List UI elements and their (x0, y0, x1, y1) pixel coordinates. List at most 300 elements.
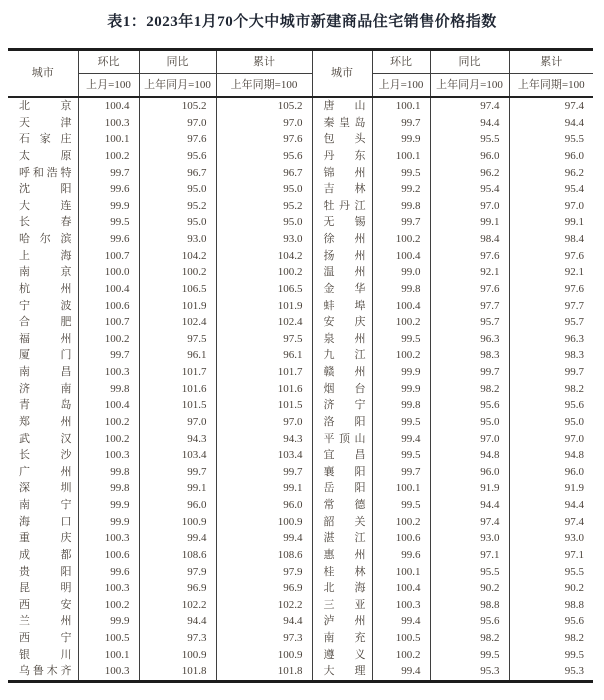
mom-cell-left: 100.0 (78, 264, 139, 281)
header-cum-base-right: 上年同期=100 (517, 79, 585, 91)
yoy-cell-left: 97.6 (139, 131, 216, 148)
city-name: 重庆 (19, 532, 72, 545)
mom-cell-right: 100.6 (372, 530, 430, 547)
table-row (8, 364, 593, 381)
city-cell-right (312, 165, 372, 182)
city-name: 大连 (19, 199, 72, 212)
mom-cell-right: 99.9 (372, 381, 430, 398)
cum-cell-right: 95.7 (564, 316, 584, 329)
city-cell-left (8, 331, 78, 348)
city-name: 沈阳 (19, 183, 72, 196)
header-city-right: 城市 (312, 50, 372, 98)
city-name: 吉林 (323, 183, 366, 196)
mom-cell-left: 99.9 (78, 613, 139, 630)
cum-cell-left: 101.7 (216, 364, 312, 381)
yoy-cell-right: 91.9 (430, 480, 509, 497)
city-cell-left (8, 298, 78, 315)
city-name: 无锡 (323, 216, 366, 229)
table-title: 表1：2023年1月70个大中城市新建商品住宅销售价格指数 (107, 14, 497, 30)
cum-cell-left: 96.7 (216, 165, 312, 182)
city-name: 武汉 (19, 432, 72, 445)
table-row (8, 298, 593, 315)
city-name: 泸州 (323, 615, 366, 628)
header-city-left: 城市 (8, 50, 78, 98)
city-cell-right (312, 97, 372, 115)
city-name: 九江 (323, 349, 366, 362)
yoy-cell-right: 97.4 (430, 514, 509, 531)
header-cum-base-left: 上年同期=100 (216, 74, 312, 98)
mom-cell-right: 99.5 (372, 497, 430, 514)
city-cell-right (312, 530, 372, 547)
mom-cell-left: 99.9 (78, 514, 139, 531)
table-row (8, 97, 593, 115)
mom-cell-left: 100.2 (78, 148, 139, 165)
cum-cell-right: 91.9 (564, 482, 584, 495)
mom-cell-left: 100.7 (78, 314, 139, 331)
city-cell-left (8, 364, 78, 381)
city-cell-left (8, 347, 78, 364)
cum-cell-left: 95.0 (216, 181, 312, 198)
city-cell-left (8, 248, 78, 265)
cum-cell-left: 105.2 (216, 97, 312, 115)
yoy-cell-right: 95.3 (430, 663, 509, 681)
city-name: 兰州 (19, 615, 72, 628)
mom-cell-left: 100.4 (78, 97, 139, 115)
yoy-cell-left: 102.2 (139, 597, 216, 614)
cum-cell-right: 98.4 (564, 233, 584, 245)
cum-cell-left: 95.6 (216, 148, 312, 165)
cum-cell-right: 97.1 (564, 548, 584, 561)
yoy-cell-right: 98.4 (430, 231, 509, 248)
city-name: 岳阳 (323, 482, 366, 495)
yoy-cell-left: 101.6 (139, 381, 216, 398)
mom-cell-left: 100.2 (78, 331, 139, 348)
city-name: 济南 (19, 382, 72, 395)
city-name: 宜昌 (323, 449, 366, 462)
cum-cell-right: 97.4 (564, 515, 584, 528)
city-cell-right (312, 447, 372, 464)
mom-cell-right: 100.1 (372, 97, 430, 115)
city-cell-right (312, 381, 372, 398)
yoy-cell-right: 96.2 (430, 165, 509, 182)
mom-cell-left: 100.2 (78, 431, 139, 448)
city-cell-right (312, 131, 372, 148)
cum-cell-left: 102.4 (216, 314, 312, 331)
yoy-cell-left: 95.0 (139, 214, 216, 231)
yoy-cell-right: 92.1 (430, 264, 509, 281)
cum-cell-right: 98.2 (564, 632, 584, 644)
city-name: 惠州 (323, 548, 366, 561)
cum-cell-right: 96.3 (564, 332, 584, 345)
cum-cell-left: 96.1 (216, 347, 312, 364)
cum-cell-right: 95.6 (564, 399, 584, 412)
city-cell-left (8, 214, 78, 231)
header-yoy-right: 同比 (430, 50, 509, 74)
city-name: 蚌埠 (323, 299, 366, 312)
yoy-cell-left: 101.5 (139, 397, 216, 414)
city-name: 三亚 (323, 598, 366, 611)
cum-cell-right: 94.4 (564, 499, 584, 511)
mom-cell-right: 99.7 (372, 464, 430, 481)
header-mom-right: 环比 (372, 50, 430, 74)
city-cell-right (312, 181, 372, 198)
table-header (8, 50, 593, 98)
yoy-cell-left: 97.5 (139, 331, 216, 348)
cum-cell-right: 99.1 (564, 216, 584, 229)
cum-cell-right: 98.2 (564, 382, 584, 395)
city-name: 泉州 (323, 332, 366, 345)
mom-cell-left: 100.3 (78, 530, 139, 547)
mom-cell-right: 100.2 (372, 514, 430, 531)
city-cell-left (8, 597, 78, 614)
city-name: 包头 (323, 133, 366, 146)
yoy-cell-right: 93.0 (430, 530, 509, 547)
city-cell-right (312, 214, 372, 231)
city-cell-right (312, 497, 372, 514)
table-row (8, 514, 593, 531)
mom-cell-right: 99.5 (372, 331, 430, 348)
mom-cell-right: 100.4 (372, 298, 430, 315)
mom-cell-left: 99.9 (78, 497, 139, 514)
mom-cell-right: 99.9 (372, 364, 430, 381)
mom-cell-left: 99.8 (78, 381, 139, 398)
city-name: 合肥 (19, 316, 72, 329)
city-name: 济宁 (323, 399, 366, 412)
cum-cell-right: 97.6 (564, 282, 584, 295)
city-cell-right (312, 264, 372, 281)
city-name: 南充 (323, 632, 366, 644)
city-name: 烟台 (323, 382, 366, 395)
city-name: 北京 (19, 100, 72, 112)
yoy-cell-right: 97.6 (430, 281, 509, 298)
mom-cell-left: 100.7 (78, 248, 139, 265)
city-cell-right (312, 580, 372, 597)
city-name: 赣州 (323, 366, 366, 378)
mom-cell-right: 99.5 (372, 165, 430, 182)
city-name: 西安 (19, 598, 72, 611)
yoy-cell-left: 104.2 (139, 248, 216, 265)
mom-cell-left: 99.7 (78, 165, 139, 182)
cum-cell-left: 99.1 (216, 480, 312, 497)
mom-cell-right: 99.6 (372, 547, 430, 564)
city-cell-left (8, 165, 78, 182)
cum-cell-left: 108.6 (216, 547, 312, 564)
table-row (8, 431, 593, 448)
mom-cell-right: 99.9 (372, 131, 430, 148)
cum-cell-right: 95.5 (564, 133, 584, 146)
yoy-cell-right: 95.4 (430, 181, 509, 198)
city-cell-left (8, 530, 78, 547)
yoy-cell-left: 106.5 (139, 281, 216, 298)
mom-cell-left: 99.9 (78, 198, 139, 215)
mom-cell-left: 100.1 (78, 647, 139, 664)
city-name: 厦门 (19, 349, 72, 362)
table-row (8, 564, 593, 581)
city-name: 丹东 (323, 149, 366, 162)
city-cell-left (8, 198, 78, 215)
yoy-cell-right: 94.4 (430, 115, 509, 132)
table-row (8, 314, 593, 331)
table-row (8, 115, 593, 132)
city-name: 呼和浩特 (19, 166, 72, 179)
mom-cell-left: 100.6 (78, 547, 139, 564)
table-row (8, 480, 593, 497)
city-name: 秦皇岛 (323, 116, 366, 129)
table-row (8, 165, 593, 182)
city-cell-left (8, 613, 78, 630)
yoy-cell-right: 99.7 (430, 364, 509, 381)
mom-cell-left: 100.4 (78, 397, 139, 414)
table-body (8, 97, 593, 681)
yoy-cell-left: 97.0 (139, 115, 216, 132)
city-name: 郑州 (19, 415, 72, 428)
cum-cell-left: 101.5 (216, 397, 312, 414)
city-name: 湛江 (323, 532, 366, 545)
cum-cell-left: 101.9 (216, 298, 312, 315)
mom-cell-left: 99.6 (78, 564, 139, 581)
mom-cell-left: 100.3 (78, 447, 139, 464)
cum-cell-right: 96.0 (564, 465, 584, 478)
city-cell-right (312, 198, 372, 215)
mom-cell-left: 100.5 (78, 630, 139, 647)
city-name: 天津 (19, 116, 72, 129)
cum-cell-left: 94.4 (216, 613, 312, 630)
mom-cell-right: 100.2 (372, 231, 430, 248)
table-row (8, 597, 593, 614)
yoy-cell-left: 99.7 (139, 464, 216, 481)
yoy-cell-right: 99.5 (430, 647, 509, 664)
city-cell-right (312, 647, 372, 664)
cum-cell-left: 94.3 (216, 431, 312, 448)
table-row (8, 397, 593, 414)
table-row (8, 214, 593, 231)
city-name: 石家庄 (19, 133, 72, 146)
header-yoy-base-left: 上年同月=100 (139, 74, 216, 98)
mom-cell-right: 99.8 (372, 281, 430, 298)
table-row (8, 547, 593, 564)
city-cell-left (8, 480, 78, 497)
city-cell-right (312, 514, 372, 531)
city-cell-left (8, 431, 78, 448)
table-row (8, 131, 593, 148)
city-name: 南昌 (19, 366, 72, 378)
mom-cell-right: 99.0 (372, 264, 430, 281)
city-name: 常德 (323, 499, 366, 511)
mom-cell-left: 100.4 (78, 281, 139, 298)
city-name: 扬州 (323, 249, 366, 262)
header-yoy-left: 同比 (139, 50, 216, 74)
cum-cell-right: 90.2 (564, 582, 584, 595)
city-name: 金华 (323, 282, 366, 295)
yoy-cell-right: 95.5 (430, 131, 509, 148)
city-cell-right (312, 331, 372, 348)
cum-cell-right: 97.0 (564, 432, 584, 445)
mom-cell-right: 100.2 (372, 314, 430, 331)
mom-cell-right: 99.7 (372, 115, 430, 132)
table-row (8, 414, 593, 431)
mom-cell-left: 100.3 (78, 663, 139, 681)
cum-cell-left: 101.6 (216, 381, 312, 398)
city-cell-left (8, 115, 78, 132)
table-row (8, 281, 593, 298)
yoy-cell-right: 95.6 (430, 613, 509, 630)
city-name: 乌鲁木齐 (19, 665, 72, 678)
table-row (8, 331, 593, 348)
cum-cell-right: 97.4 (564, 100, 584, 112)
cum-cell-right: 97.7 (564, 299, 584, 312)
cum-cell-left: 97.9 (216, 564, 312, 581)
yoy-cell-left: 95.0 (139, 181, 216, 198)
mom-cell-left: 100.3 (78, 364, 139, 381)
yoy-cell-left: 100.9 (139, 647, 216, 664)
city-name: 南宁 (19, 499, 72, 511)
city-name: 福州 (19, 332, 72, 345)
mom-cell-right: 99.2 (372, 181, 430, 198)
city-name: 襄阳 (323, 465, 366, 478)
city-cell-right (312, 414, 372, 431)
table-row (8, 181, 593, 198)
yoy-cell-left: 94.3 (139, 431, 216, 448)
table-row (8, 580, 593, 597)
city-name: 韶关 (323, 515, 366, 528)
cum-cell-left: 101.8 (216, 663, 312, 681)
city-cell-left (8, 264, 78, 281)
city-cell-left (8, 514, 78, 531)
header-cum-right: 累计 (509, 50, 593, 74)
table-row (8, 497, 593, 514)
yoy-cell-right: 96.0 (430, 148, 509, 165)
table-row (8, 663, 593, 681)
city-name: 长沙 (19, 449, 72, 462)
mom-cell-left: 100.2 (78, 597, 139, 614)
city-cell-right (312, 464, 372, 481)
city-name: 青岛 (19, 399, 72, 412)
cum-cell-right: 95.5 (564, 565, 584, 578)
yoy-cell-right: 99.1 (430, 214, 509, 231)
city-name: 西宁 (19, 632, 72, 644)
mom-cell-left: 100.1 (78, 131, 139, 148)
table-row (8, 647, 593, 664)
mom-cell-left: 99.6 (78, 181, 139, 198)
yoy-cell-left: 97.0 (139, 414, 216, 431)
mom-cell-right: 99.8 (372, 198, 430, 215)
yoy-cell-right: 97.0 (430, 431, 509, 448)
city-name: 长春 (19, 216, 72, 229)
yoy-cell-left: 102.4 (139, 314, 216, 331)
mom-cell-right: 99.5 (372, 414, 430, 431)
city-name: 海口 (19, 515, 72, 528)
yoy-cell-left: 96.9 (139, 580, 216, 597)
city-name: 太原 (19, 149, 72, 162)
city-cell-left (8, 148, 78, 165)
city-name: 成都 (19, 548, 72, 561)
mom-cell-right: 99.5 (372, 447, 430, 464)
city-cell-right (312, 431, 372, 448)
cum-cell-right: 99.7 (564, 366, 584, 378)
yoy-cell-left: 95.2 (139, 198, 216, 215)
city-cell-left (8, 281, 78, 298)
yoy-cell-right: 97.0 (430, 198, 509, 215)
table-row (8, 613, 593, 630)
city-cell-left (8, 663, 78, 681)
mom-cell-left: 99.6 (78, 231, 139, 248)
city-cell-left (8, 497, 78, 514)
city-cell-left (8, 381, 78, 398)
city-cell-right (312, 397, 372, 414)
cum-cell-left: 97.0 (216, 414, 312, 431)
mom-cell-right: 100.2 (372, 647, 430, 664)
mom-cell-left: 99.5 (78, 214, 139, 231)
city-cell-right (312, 597, 372, 614)
table-row (8, 381, 593, 398)
city-cell-left (8, 447, 78, 464)
city-name: 锦州 (323, 166, 366, 179)
city-name: 徐州 (323, 233, 366, 245)
city-name: 贵阳 (19, 565, 72, 578)
city-cell-left (8, 464, 78, 481)
city-name: 南京 (19, 266, 72, 279)
yoy-cell-right: 97.7 (430, 298, 509, 315)
cum-cell-right: 95.4 (564, 183, 584, 196)
header-cum-left: 累计 (216, 50, 312, 74)
city-name: 广州 (19, 465, 72, 478)
city-cell-right (312, 314, 372, 331)
cum-cell-left: 100.2 (216, 264, 312, 281)
cum-cell-left: 97.5 (216, 331, 312, 348)
city-cell-right (312, 364, 372, 381)
yoy-cell-left: 97.9 (139, 564, 216, 581)
mom-cell-right: 100.4 (372, 248, 430, 265)
city-name: 唐山 (323, 100, 366, 112)
cum-cell-left: 96.0 (216, 497, 312, 514)
mom-cell-right: 100.1 (372, 564, 430, 581)
city-name: 银川 (19, 648, 72, 661)
city-name: 宁波 (19, 299, 72, 312)
yoy-cell-left: 103.4 (139, 447, 216, 464)
yoy-cell-right: 95.6 (430, 397, 509, 414)
city-cell-left (8, 580, 78, 597)
mom-cell-left: 99.8 (78, 464, 139, 481)
table-row (8, 464, 593, 481)
cum-cell-right: 93.0 (564, 532, 584, 545)
city-name: 杭州 (19, 282, 72, 295)
yoy-cell-left: 99.4 (139, 530, 216, 547)
city-cell-right (312, 613, 372, 630)
yoy-cell-right: 94.8 (430, 447, 509, 464)
city-cell-right (312, 547, 372, 564)
city-cell-right (312, 281, 372, 298)
city-name: 深圳 (19, 482, 72, 495)
yoy-cell-left: 93.0 (139, 231, 216, 248)
cum-cell-right: 99.5 (564, 648, 584, 661)
cum-cell-right: 97.0 (564, 199, 584, 212)
mom-cell-right: 99.7 (372, 214, 430, 231)
city-cell-left (8, 414, 78, 431)
yoy-cell-left: 100.2 (139, 264, 216, 281)
mom-cell-left: 99.8 (78, 480, 139, 497)
city-cell-right (312, 148, 372, 165)
mom-cell-right: 100.5 (372, 630, 430, 647)
mom-cell-left: 100.3 (78, 115, 139, 132)
mom-cell-right: 99.4 (372, 613, 430, 630)
header-yoy-base-right: 上年同月=100 (430, 74, 509, 98)
cum-cell-left: 106.5 (216, 281, 312, 298)
table-row (8, 264, 593, 281)
yoy-cell-right: 95.5 (430, 564, 509, 581)
yoy-cell-left: 101.8 (139, 663, 216, 681)
header-mom-left: 环比 (78, 50, 139, 74)
mom-cell-left: 100.2 (78, 414, 139, 431)
